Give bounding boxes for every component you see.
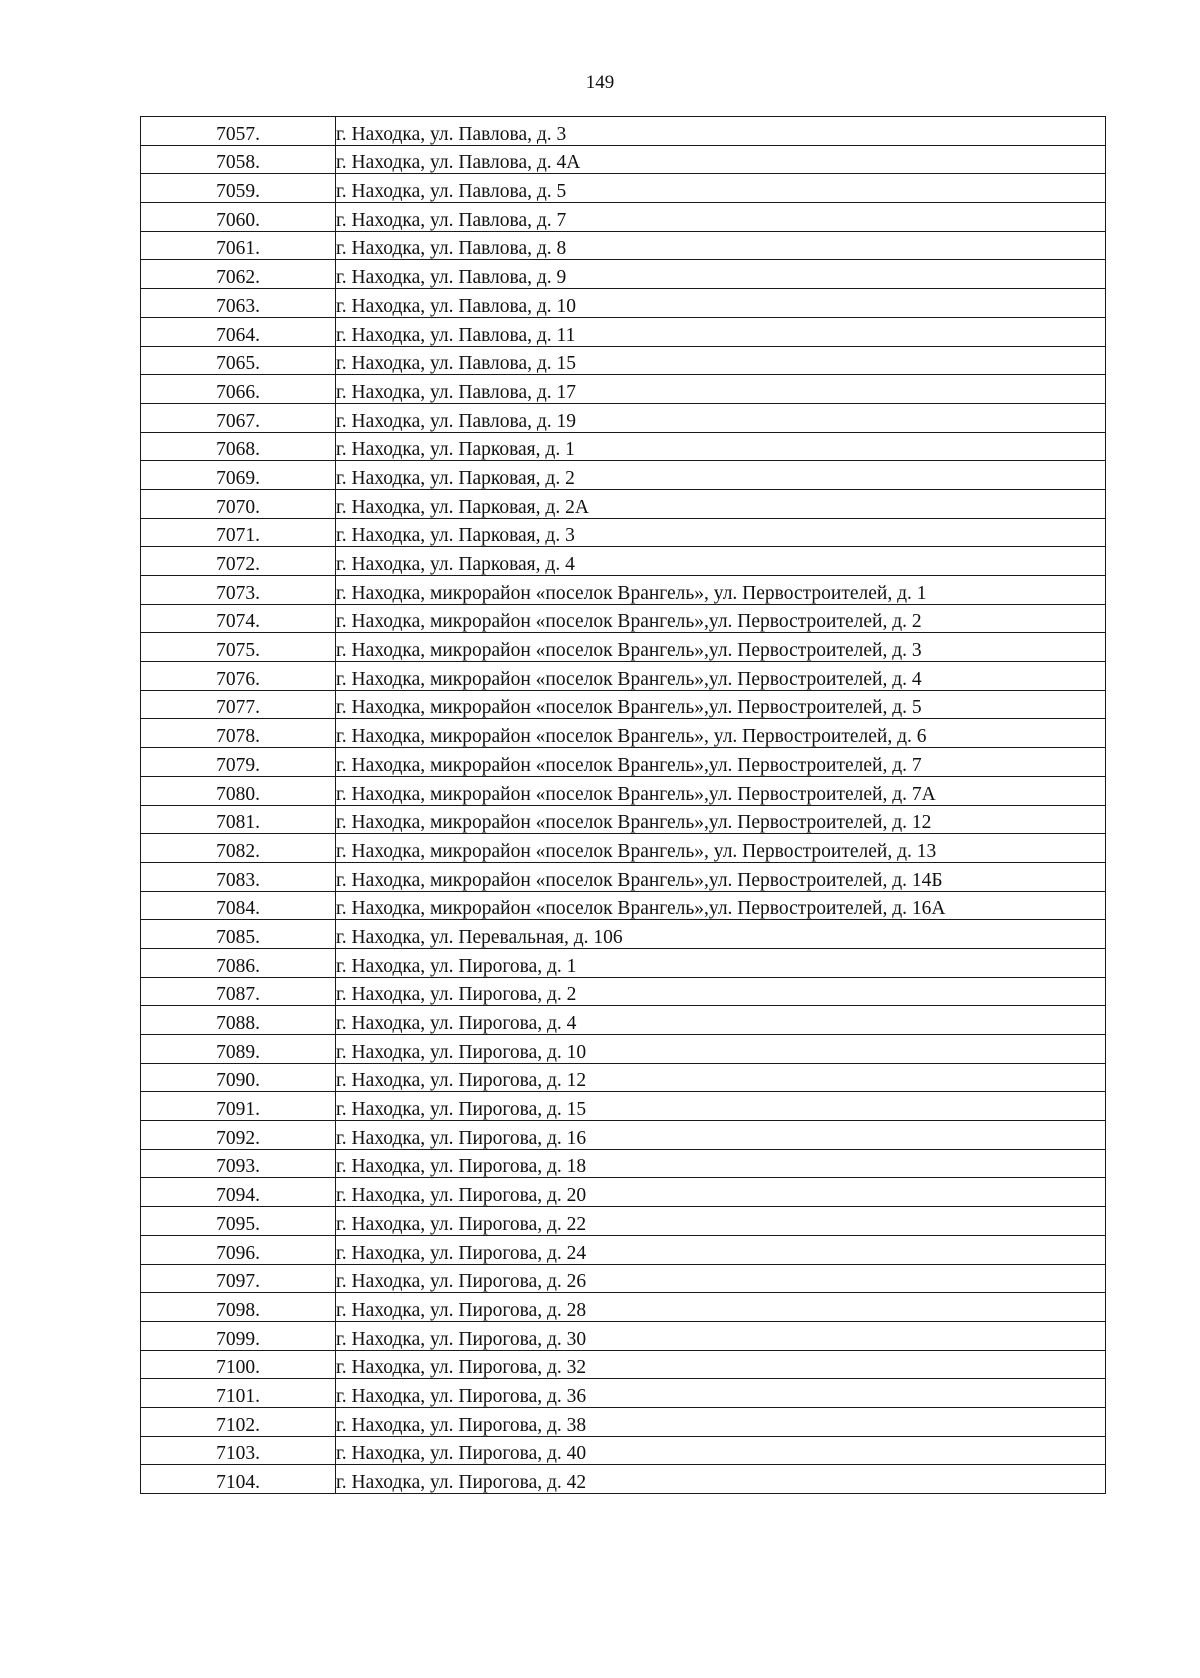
- row-number: 7097.: [141, 1264, 336, 1293]
- row-number: 7092.: [141, 1121, 336, 1150]
- row-address: г. Находка, ул. Павлова, д. 17: [336, 375, 1106, 404]
- row-address: г. Находка, ул. Пирогова, д. 22: [336, 1207, 1106, 1236]
- row-number: 7093.: [141, 1149, 336, 1178]
- row-number: 7062.: [141, 260, 336, 289]
- row-address: г. Находка, ул. Перевальная, д. 106: [336, 920, 1106, 949]
- table-row: [141, 489, 1106, 518]
- table-row: [141, 403, 1106, 432]
- table-row: [141, 346, 1106, 375]
- row-address: г. Находка, ул. Парковая, д. 1: [336, 432, 1106, 461]
- table-row: [141, 891, 1106, 920]
- row-number: 7058.: [141, 145, 336, 174]
- row-address: г. Находка, ул. Пирогова, д. 4: [336, 1006, 1106, 1035]
- row-number: 7070.: [141, 489, 336, 518]
- row-number: 7057.: [141, 117, 336, 146]
- row-number: 7065.: [141, 346, 336, 375]
- row-number: 7059.: [141, 174, 336, 203]
- row-address: г. Находка, микрорайон «поселок Врангель»,ул. Первостроителей, д. 3: [336, 633, 1106, 662]
- table-row: [141, 776, 1106, 805]
- table-row: [141, 1436, 1106, 1465]
- row-address: г. Находка, ул. Павлова, д. 19: [336, 403, 1106, 432]
- row-address: г. Находка, ул. Пирогова, д. 15: [336, 1092, 1106, 1121]
- row-address: г. Находка, ул. Пирогова, д. 30: [336, 1321, 1106, 1350]
- row-address: г. Находка, ул. Пирогова, д. 24: [336, 1235, 1106, 1264]
- row-address: г. Находка, ул. Пирогова, д. 38: [336, 1407, 1106, 1436]
- row-number: 7063.: [141, 289, 336, 318]
- row-number: 7096.: [141, 1235, 336, 1264]
- row-address: г. Находка, микрорайон «поселок Врангель»,ул. Первостроителей, д. 7А: [336, 776, 1106, 805]
- page-number: 149: [585, 72, 615, 93]
- row-address: г. Находка, ул. Павлова, д. 9: [336, 260, 1106, 289]
- address-table-body: [141, 117, 1106, 1494]
- row-number: 7100.: [141, 1350, 336, 1379]
- row-address: г. Находка, ул. Павлова, д. 3: [336, 117, 1106, 146]
- table-row: [141, 1149, 1106, 1178]
- row-address: г. Находка, микрорайон «поселок Врангель»,ул. Первостроителей, д. 16А: [336, 891, 1106, 920]
- row-number: 7064.: [141, 317, 336, 346]
- table-row: [141, 375, 1106, 404]
- row-address: г. Находка, ул. Пирогова, д. 28: [336, 1293, 1106, 1322]
- row-number: 7068.: [141, 432, 336, 461]
- row-number: 7081.: [141, 805, 336, 834]
- table-row: [141, 1121, 1106, 1150]
- table-row: [141, 1465, 1106, 1494]
- row-address: г. Находка, ул. Пирогова, д. 2: [336, 977, 1106, 1006]
- row-number: 7071.: [141, 518, 336, 547]
- table-row: [141, 805, 1106, 834]
- row-number: 7080.: [141, 776, 336, 805]
- table-row: [141, 1407, 1106, 1436]
- row-address: г. Находка, ул. Павлова, д. 5: [336, 174, 1106, 203]
- row-number: 7077.: [141, 690, 336, 719]
- table-row: [141, 977, 1106, 1006]
- row-number: 7099.: [141, 1321, 336, 1350]
- row-address: г. Находка, микрорайон «поселок Врангель»,ул. Первостроителей, д. 14Б: [336, 862, 1106, 891]
- row-address: г. Находка, микрорайон «поселок Врангель»,ул. Первостроителей, д. 7: [336, 748, 1106, 777]
- table-row: [141, 1235, 1106, 1264]
- row-address: г. Находка, микрорайон «поселок Врангель»,ул. Первостроителей, д. 4: [336, 662, 1106, 691]
- table-row: [141, 260, 1106, 289]
- row-address: г. Находка, ул. Пирогова, д. 32: [336, 1350, 1106, 1379]
- row-number: 7079.: [141, 748, 336, 777]
- row-number: 7060.: [141, 203, 336, 232]
- row-number: 7073.: [141, 576, 336, 605]
- row-number: 7075.: [141, 633, 336, 662]
- table-row: [141, 604, 1106, 633]
- table-row: [141, 690, 1106, 719]
- row-address: г. Находка, ул. Пирогова, д. 26: [336, 1264, 1106, 1293]
- row-number: 7074.: [141, 604, 336, 633]
- row-address: г. Находка, ул. Павлова, д. 11: [336, 317, 1106, 346]
- table-row: [141, 748, 1106, 777]
- table-row: [141, 662, 1106, 691]
- row-address: г. Находка, микрорайон «поселок Врангель»,ул. Первостроителей, д. 5: [336, 690, 1106, 719]
- row-address: г. Находка, ул. Павлова, д. 15: [336, 346, 1106, 375]
- row-address: г. Находка, ул. Павлова, д. 4А: [336, 145, 1106, 174]
- table-row: [141, 862, 1106, 891]
- address-table-container: [140, 116, 1105, 1494]
- table-row: [141, 461, 1106, 490]
- table-row: [141, 834, 1106, 863]
- table-row: [141, 203, 1106, 232]
- row-address: г. Находка, ул. Пирогова, д. 18: [336, 1149, 1106, 1178]
- table-row: [141, 174, 1106, 203]
- table-row: [141, 1092, 1106, 1121]
- row-address: г. Находка, ул. Пирогова, д. 36: [336, 1379, 1106, 1408]
- row-number: 7104.: [141, 1465, 336, 1494]
- table-row: [141, 633, 1106, 662]
- row-address: г. Находка, ул. Пирогова, д. 1: [336, 948, 1106, 977]
- table-row: [141, 547, 1106, 576]
- table-row: [141, 1321, 1106, 1350]
- row-number: 7095.: [141, 1207, 336, 1236]
- table-row: [141, 1293, 1106, 1322]
- table-row: [141, 1264, 1106, 1293]
- table-row: [141, 576, 1106, 605]
- table-row: [141, 518, 1106, 547]
- row-number: 7085.: [141, 920, 336, 949]
- row-number: 7087.: [141, 977, 336, 1006]
- row-address: г. Находка, микрорайон «поселок Врангель», ул. Первостроителей, д. 1: [336, 576, 1106, 605]
- table-row: [141, 432, 1106, 461]
- row-number: 7084.: [141, 891, 336, 920]
- row-address: г. Находка, ул. Парковая, д. 4: [336, 547, 1106, 576]
- row-address: г. Находка, микрорайон «поселок Врангель», ул. Первостроителей, д. 13: [336, 834, 1106, 863]
- row-number: 7089.: [141, 1035, 336, 1064]
- table-row: [141, 117, 1106, 146]
- row-number: 7067.: [141, 403, 336, 432]
- table-row: [141, 317, 1106, 346]
- table-row: [141, 1063, 1106, 1092]
- row-number: 7069.: [141, 461, 336, 490]
- row-number: 7078.: [141, 719, 336, 748]
- row-address: г. Находка, микрорайон «поселок Врангель», ул. Первостроителей, д. 6: [336, 719, 1106, 748]
- table-row: [141, 231, 1106, 260]
- row-number: 7101.: [141, 1379, 336, 1408]
- row-address: г. Находка, ул. Пирогова, д. 16: [336, 1121, 1106, 1150]
- row-number: 7088.: [141, 1006, 336, 1035]
- table-row: [141, 719, 1106, 748]
- address-table: [140, 116, 1106, 1494]
- table-row: [141, 1006, 1106, 1035]
- row-address: г. Находка, ул. Пирогова, д. 42: [336, 1465, 1106, 1494]
- table-row: [141, 289, 1106, 318]
- row-address: г. Находка, ул. Парковая, д. 2А: [336, 489, 1106, 518]
- row-number: 7091.: [141, 1092, 336, 1121]
- row-address: г. Находка, ул. Пирогова, д. 12: [336, 1063, 1106, 1092]
- row-address: г. Находка, ул. Парковая, д. 2: [336, 461, 1106, 490]
- table-row: [141, 1035, 1106, 1064]
- row-number: 7066.: [141, 375, 336, 404]
- row-address: г. Находка, микрорайон «поселок Врангель»,ул. Первостроителей, д. 2: [336, 604, 1106, 633]
- table-row: [141, 1350, 1106, 1379]
- row-number: 7090.: [141, 1063, 336, 1092]
- table-row: [141, 1379, 1106, 1408]
- row-address: г. Находка, ул. Павлова, д. 8: [336, 231, 1106, 260]
- row-number: 7098.: [141, 1293, 336, 1322]
- row-address: г. Находка, ул. Пирогова, д. 40: [336, 1436, 1106, 1465]
- row-number: 7103.: [141, 1436, 336, 1465]
- row-number: 7086.: [141, 948, 336, 977]
- table-row: [141, 920, 1106, 949]
- row-number: 7076.: [141, 662, 336, 691]
- row-address: г. Находка, ул. Пирогова, д. 10: [336, 1035, 1106, 1064]
- row-number: 7102.: [141, 1407, 336, 1436]
- row-number: 7072.: [141, 547, 336, 576]
- row-address: г. Находка, ул. Павлова, д. 7: [336, 203, 1106, 232]
- table-row: [141, 948, 1106, 977]
- row-address: г. Находка, ул. Парковая, д. 3: [336, 518, 1106, 547]
- row-address: г. Находка, микрорайон «поселок Врангель»,ул. Первостроителей, д. 12: [336, 805, 1106, 834]
- row-address: г. Находка, ул. Пирогова, д. 20: [336, 1178, 1106, 1207]
- table-row: [141, 145, 1106, 174]
- row-number: 7094.: [141, 1178, 336, 1207]
- table-row: [141, 1178, 1106, 1207]
- row-number: 7061.: [141, 231, 336, 260]
- row-address: г. Находка, ул. Павлова, д. 10: [336, 289, 1106, 318]
- table-row: [141, 1207, 1106, 1236]
- row-number: 7082.: [141, 834, 336, 863]
- row-number: 7083.: [141, 862, 336, 891]
